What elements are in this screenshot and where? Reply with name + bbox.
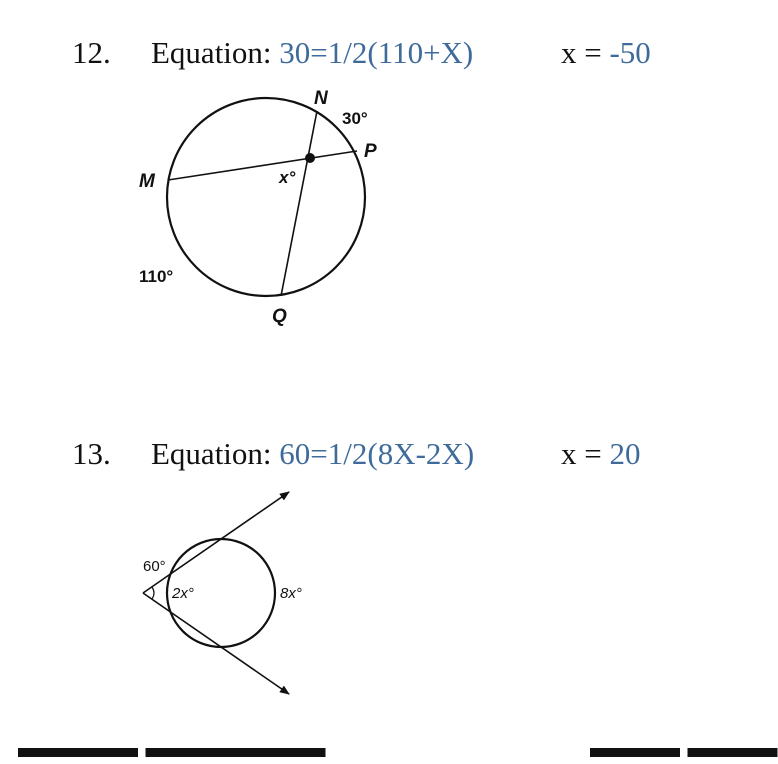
problem-13-number: 13.: [72, 436, 111, 471]
label-angle-60: 60°: [143, 558, 166, 575]
angle-arc: [152, 587, 154, 599]
label-near-arc: 2x°: [172, 585, 194, 602]
problem-13-answer: 20: [609, 436, 641, 471]
answer-label: x =: [561, 35, 602, 70]
equation-label: Equation:: [151, 436, 272, 471]
label-arc-np: 30°: [342, 109, 368, 128]
label-angle-x: x°: [279, 168, 296, 187]
label-arc-mq: 110°: [139, 267, 174, 286]
problem-12-equation: 30=1/2(110+X): [279, 35, 474, 70]
secant-lower: [143, 593, 289, 694]
secant-upper: [143, 492, 289, 593]
problem-12-number: 12.: [72, 35, 111, 70]
equation-label: Equation:: [151, 35, 272, 70]
label-q: Q: [272, 306, 287, 327]
cropped-next-line: ▬▬▬▬ ▬▬▬▬▬▬ ▬▬▬ ▬▬▬: [18, 731, 778, 764]
problem-13-equation: 60=1/2(8X-2X): [279, 436, 475, 471]
answer-label: x =: [561, 436, 602, 471]
problem-12-answer: -50: [609, 35, 651, 70]
label-p: P: [364, 141, 377, 162]
label-m: M: [139, 171, 155, 192]
label-n: N: [314, 88, 328, 109]
label-far-arc: 8x°: [280, 585, 302, 602]
